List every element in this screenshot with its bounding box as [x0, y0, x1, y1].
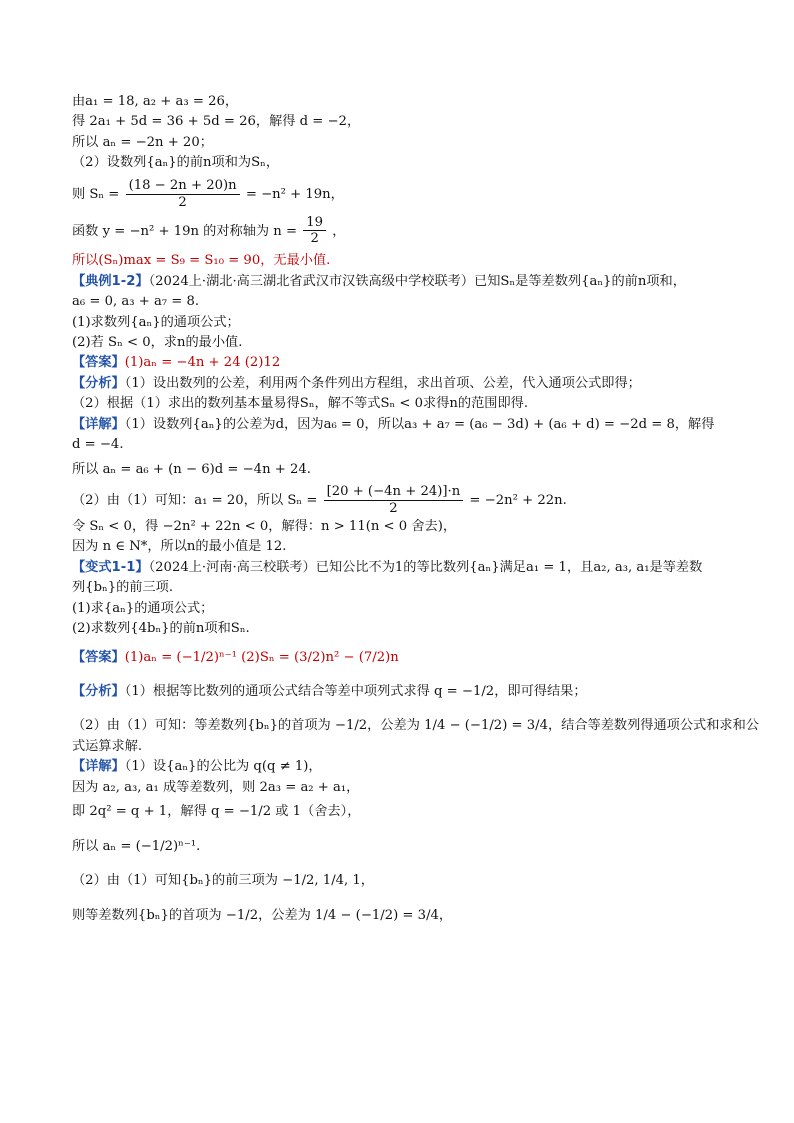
- text-line: 式运算求解.: [72, 738, 143, 754]
- text-span: (1)aₙ = (−1/2)ⁿ⁻¹ (2)Sₙ = (3/2)n² − (7/2)n: [124, 649, 399, 665]
- text-line: （2）由（1）可知{bₙ}的前三项为 −1/2, 1/4, 1，: [72, 873, 374, 889]
- text-span: = −2n² + 22n.: [469, 493, 567, 509]
- text-line: （2）由（1）可知：等差数列{bₙ}的首项为 −1/2，公差为 1/4 − (−1/2) = 3/4，结合等差数列得通项公式和求和公: [72, 718, 759, 734]
- denominator: 2: [389, 501, 398, 517]
- text-span: （2）由（1）可知：a₁ = 20，所以 Sₙ =: [72, 493, 322, 509]
- answer-tag: 【答案】: [72, 355, 125, 371]
- detail-line: [72, 757, 732, 777]
- text-span: （1）设数列{aₙ}的公差为d，因为a₆ = 0，所以a₃ + a₇ = (a₆ − 3d) + (a₆ + d) = −2d = 8，解得: [124, 416, 715, 432]
- text-line: (2)若 Sₙ < 0，求n的最小值.: [72, 335, 243, 350]
- denominator: 2: [310, 231, 319, 247]
- analysis-tag: 【分析】: [72, 684, 125, 700]
- formula-line: [72, 215, 732, 248]
- text-span: （1）设{aₙ}的公比为 q(q ≠ 1)，: [124, 759, 322, 775]
- formula-line: [72, 484, 732, 517]
- formula-line: [72, 178, 732, 211]
- text-line: 因为 n ∈ N*，所以n的最小值是 12.: [72, 539, 287, 555]
- numerator: [20 + (−4n + 24)]·n: [324, 484, 464, 501]
- text-span: （1）设出数列的公差，利用两个条件列出方程组，求出首项、公差，代入通项公式即得；: [124, 375, 641, 391]
- text-line: 由a₁ = 18, a₂ + a₃ = 26，: [72, 94, 239, 109]
- text-line: 所以 aₙ = a₆ + (n − 6)d = −4n + 24.: [72, 461, 311, 477]
- variant-tag: 【变式1-1】: [72, 559, 149, 575]
- text-span: (1)aₙ = −4n + 24 (2)12: [124, 355, 281, 371]
- example-tag: 【典例1-2】: [72, 273, 149, 289]
- analysis-tag: 【分析】: [72, 375, 125, 391]
- text-span: （2024上·河南·高三校联考）已知公比不为1的等比数列{aₙ}满足a₁ = 1，且a₂, a₃, a₁是等差数: [148, 559, 703, 575]
- text-line: 所以 aₙ = −2n + 20；: [72, 134, 213, 150]
- variant-heading: [72, 558, 732, 578]
- fraction: [126, 178, 240, 211]
- analysis-line: [72, 682, 732, 702]
- example-heading: [72, 272, 732, 292]
- detail-tag: 【详解】: [72, 416, 125, 432]
- text-line: (2)求数列{4bₙ}的前n项和Sₙ.: [72, 621, 250, 637]
- text-span: （2024上·湖北·高三湖北省武汉市汉铁高级中学校联考）已知Sₙ是等差数列{aₙ}的前n项和，: [148, 273, 686, 289]
- answer-line: [72, 648, 732, 668]
- text-line: 所以 aₙ = (−1/2)ⁿ⁻¹.: [72, 838, 201, 854]
- text-line: 列{bₙ}的前三项.: [72, 580, 174, 596]
- text-span: 则 Sₙ =: [72, 186, 124, 202]
- text-span: ，: [332, 223, 346, 239]
- answer-tag: 【答案】: [72, 649, 125, 665]
- text-line: (1)求数列{aₙ}的通项公式；: [72, 314, 240, 330]
- denominator: 2: [178, 194, 187, 210]
- text-line: 因为 a₂, a₃, a₁ 成等差数列，则 2a₃ = a₂ + a₁，: [72, 779, 360, 795]
- text-line: d = −4.: [72, 437, 124, 453]
- answer-line: [72, 353, 732, 373]
- text-line: 令 Sₙ < 0，得 −2n² + 22n < 0，解得：n > 11(n < 0 舍去)，: [72, 518, 457, 534]
- detail-line: [72, 415, 732, 435]
- text-line: 即 2q² = q + 1，解得 q = −1/2 或 1（舍去），: [72, 804, 361, 820]
- text-line: （2）设数列{aₙ}的前n项和为Sₙ，: [72, 155, 280, 171]
- text-span: = −n² + 19n，: [245, 186, 344, 202]
- document-page: [72, 92, 759, 926]
- numerator: 19: [303, 215, 326, 232]
- text-line: 所以(Sₙ)max = S₉ = S₁₀ = 90，无最小值.: [72, 253, 331, 269]
- numerator: (18 − 2n + 20)n: [126, 178, 240, 195]
- detail-tag: 【详解】: [72, 759, 125, 775]
- text-line: 则等差数列{bₙ}的首项为 −1/2，公差为 1/4 − (−1/2) = 3/4，: [72, 907, 453, 923]
- text-line: （2）根据（1）求出的数列基本量易得Sₙ，解不等式Sₙ < 0求得n的范围即得.: [72, 396, 529, 412]
- text-line: a₆ = 0, a₃ + a₇ = 8.: [72, 294, 200, 310]
- fraction: [303, 215, 326, 248]
- text-line: (1)求{aₙ}的通项公式；: [72, 600, 214, 616]
- text-line: 得 2a₁ + 5d = 36 + 5d = 26，解得 d = −2，: [72, 114, 361, 130]
- text-span: （1）根据等比数列的通项公式结合等差中项列式求得 q = −1/2，即可得结果；: [124, 684, 587, 700]
- analysis-line: [72, 374, 732, 394]
- text-span: 函数 y = −n² + 19n 的对称轴为 n =: [72, 223, 302, 239]
- fraction: [324, 484, 464, 517]
